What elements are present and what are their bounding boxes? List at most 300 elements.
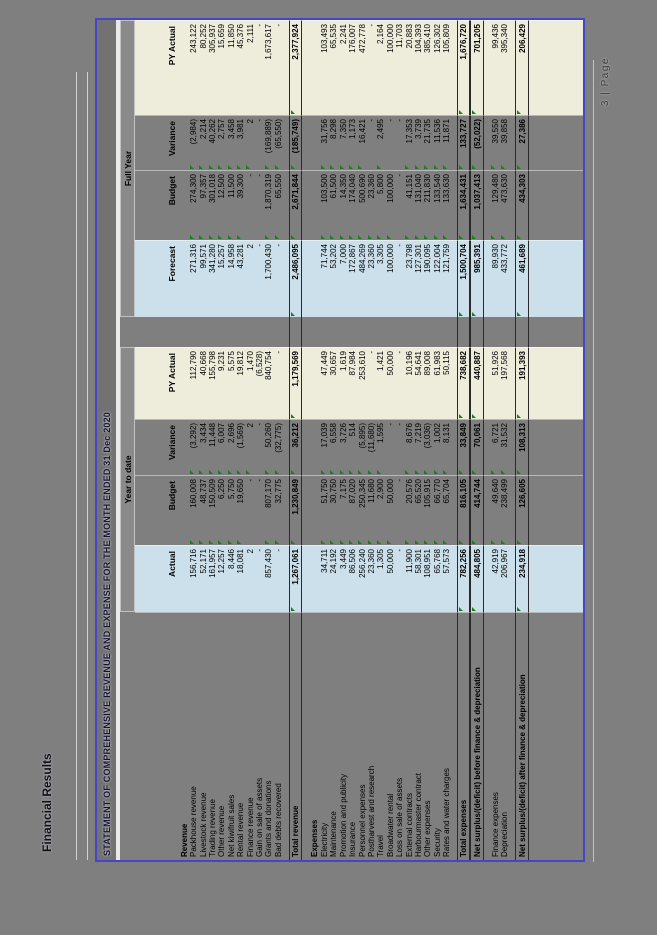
value-cell: - xyxy=(255,240,264,317)
flag-triangle-icon xyxy=(472,312,476,316)
group-separator-cell xyxy=(395,317,404,347)
flag-triangle-icon xyxy=(190,235,194,239)
value-cell: 484,805 xyxy=(470,545,484,612)
value-cell: 243,122 xyxy=(189,20,198,115)
row-label: Maintenance xyxy=(329,612,338,860)
value-cell xyxy=(310,475,320,545)
flag-triangle-icon xyxy=(321,165,325,169)
value-cell: 8,298 xyxy=(329,115,338,170)
row-label: Other expenses xyxy=(423,612,432,860)
flag-triangle-icon xyxy=(228,540,232,544)
value-cell: 71,744 xyxy=(320,240,329,317)
value-cell: 150,509 xyxy=(208,475,217,545)
value-cell: 191,393 xyxy=(515,347,529,419)
group-header-spacer xyxy=(120,612,135,860)
value-cell xyxy=(179,419,189,475)
flag-triangle-icon xyxy=(349,165,353,169)
value-cell: 99,571 xyxy=(198,240,207,317)
flag-triangle-icon xyxy=(340,540,344,544)
value-cell xyxy=(529,545,583,612)
value-cell: 80,252 xyxy=(198,20,207,115)
flag-triangle-icon xyxy=(472,540,476,544)
value-cell xyxy=(302,419,310,475)
flag-triangle-icon xyxy=(358,165,362,169)
value-cell xyxy=(310,347,320,419)
value-cell xyxy=(529,170,583,240)
value-cell: 253,610 xyxy=(357,347,366,419)
value-cell: 103,493 xyxy=(320,20,329,115)
flag-triangle-icon xyxy=(387,235,391,239)
value-cell: 65,535 xyxy=(329,20,338,115)
value-cell xyxy=(529,20,583,115)
flag-triangle-icon xyxy=(405,165,409,169)
table-row xyxy=(457,20,470,860)
value-cell: - xyxy=(395,475,404,545)
value-cell xyxy=(179,240,189,317)
value-cell: - xyxy=(367,115,376,170)
value-cell: - xyxy=(255,115,264,170)
table-row xyxy=(227,20,236,860)
value-cell: 12,500 xyxy=(217,170,226,240)
value-cell: 15,659 xyxy=(217,20,226,115)
flag-triangle-icon xyxy=(424,235,428,239)
value-cell xyxy=(179,20,189,115)
col-header-variance-fy: Variance xyxy=(135,115,179,170)
group-separator-cell xyxy=(310,317,320,347)
statement-table xyxy=(95,18,585,862)
table-row xyxy=(490,20,499,860)
table-row xyxy=(217,20,226,860)
group-separator-cell xyxy=(189,317,198,347)
value-cell: 12,257 xyxy=(217,545,226,612)
value-cell: 8,446 xyxy=(227,545,236,612)
flag-triangle-icon xyxy=(291,110,295,114)
value-cell: 176,007 xyxy=(348,20,357,115)
row-label: Depreciation xyxy=(500,612,509,860)
value-cell: 133,540 xyxy=(433,170,442,240)
value-cell: 17,039 xyxy=(320,419,329,475)
group-separator-cell xyxy=(404,317,413,347)
value-cell: 89,008 xyxy=(423,347,432,419)
flag-triangle-icon xyxy=(491,540,495,544)
value-cell: 50,000 xyxy=(386,475,395,545)
row-label: Total revenue xyxy=(289,612,302,860)
value-cell: 782,256 xyxy=(457,545,470,612)
value-cell: 1,500,704 xyxy=(457,240,470,317)
value-cell: 51,750 xyxy=(320,475,329,545)
flag-triangle-icon xyxy=(190,165,194,169)
flag-triangle-icon xyxy=(209,470,213,474)
value-cell: 1,002 xyxy=(433,419,442,475)
value-cell: 1,700,430 xyxy=(264,240,273,317)
value-cell: - xyxy=(245,170,254,240)
value-cell: 161,957 xyxy=(208,545,217,612)
flag-triangle-icon xyxy=(517,470,521,474)
value-cell: 99,436 xyxy=(490,20,499,115)
value-cell: 2,671,844 xyxy=(289,170,302,240)
value-cell: 701,205 xyxy=(470,20,484,115)
value-cell: 50,260 xyxy=(264,419,273,475)
flag-triangle-icon xyxy=(443,470,447,474)
value-cell xyxy=(302,347,310,419)
value-cell: (185,749) xyxy=(289,115,302,170)
pre-table-strip xyxy=(76,72,88,860)
value-cell: 47,449 xyxy=(320,347,329,419)
value-cell: 1,673,617 xyxy=(264,20,273,115)
flag-triangle-icon xyxy=(340,470,344,474)
row-label: Other revenue xyxy=(217,612,226,860)
row-label: Rental revenue xyxy=(236,612,245,860)
flag-triangle-icon xyxy=(459,235,463,239)
value-cell xyxy=(179,347,189,419)
value-cell xyxy=(529,347,583,419)
table-row xyxy=(255,20,264,860)
value-cell: 341,280 xyxy=(208,240,217,317)
flag-triangle-icon xyxy=(517,540,521,544)
value-cell: 211,830 xyxy=(423,170,432,240)
value-cell: 61,500 xyxy=(329,170,338,240)
value-cell: 1,173 xyxy=(348,115,357,170)
table-row xyxy=(404,20,413,860)
value-cell: 2,495 xyxy=(376,115,385,170)
flag-triangle-icon xyxy=(377,540,381,544)
group-separator-cell xyxy=(376,317,385,347)
flag-triangle-icon xyxy=(472,110,476,114)
value-cell: (65,550) xyxy=(274,115,283,170)
flag-triangle-icon xyxy=(472,165,476,169)
table-row xyxy=(395,20,404,860)
col-header-budget-fy: Budget xyxy=(135,170,179,240)
flag-triangle-icon xyxy=(472,235,476,239)
flag-triangle-icon xyxy=(330,470,334,474)
value-cell: 104,393 xyxy=(414,20,423,115)
value-cell: - xyxy=(395,240,404,317)
col-header-py-actual-fy: PY Actual xyxy=(135,20,179,115)
value-cell: (2,984) xyxy=(189,115,198,170)
value-cell: 197,568 xyxy=(500,347,509,419)
value-cell: 2,696 xyxy=(227,419,236,475)
col-header-variance: Variance xyxy=(135,419,179,475)
row-label: Loss on sale of assets xyxy=(395,612,404,860)
value-cell: 9,231 xyxy=(217,347,226,419)
flag-triangle-icon xyxy=(491,165,495,169)
value-cell: 51,926 xyxy=(490,347,499,419)
flag-triangle-icon xyxy=(405,540,409,544)
flag-triangle-icon xyxy=(321,470,325,474)
flag-triangle-icon xyxy=(443,235,447,239)
flag-triangle-icon xyxy=(424,540,428,544)
group-separator-cell xyxy=(329,317,338,347)
value-cell: 2 xyxy=(245,419,254,475)
flag-triangle-icon xyxy=(434,540,438,544)
row-label: Finance revenue xyxy=(245,612,254,860)
flag-triangle-icon xyxy=(459,414,463,418)
table-row xyxy=(357,20,366,860)
flag-triangle-icon xyxy=(358,470,362,474)
value-cell: (52,022) xyxy=(470,115,484,170)
value-cell xyxy=(310,115,320,170)
value-cell xyxy=(529,240,583,317)
table-row xyxy=(470,20,484,860)
value-cell: 45,376 xyxy=(236,20,245,115)
value-cell: 122,004 xyxy=(433,240,442,317)
value-cell: 11,871 xyxy=(442,115,451,170)
flag-triangle-icon xyxy=(434,235,438,239)
row-label: Personnel expenses xyxy=(357,612,366,860)
value-cell xyxy=(179,475,189,545)
table-row xyxy=(208,20,217,860)
value-cell: 86,506 xyxy=(348,545,357,612)
value-cell: 5,750 xyxy=(227,475,236,545)
group-separator-cell xyxy=(135,317,179,347)
value-cell xyxy=(179,115,189,170)
col-header-actual: Actual xyxy=(135,545,179,612)
page-title: Financial Results xyxy=(40,753,54,852)
row-label: Security xyxy=(433,612,442,860)
flag-triangle-icon xyxy=(459,540,463,544)
flag-triangle-icon xyxy=(209,540,213,544)
flag-triangle-icon xyxy=(459,110,463,114)
column-header-row xyxy=(135,20,179,860)
value-cell: 19,812 xyxy=(236,347,245,419)
table-row xyxy=(236,20,245,860)
row-label: Finance expenses xyxy=(490,612,499,860)
value-cell xyxy=(302,240,310,317)
flag-triangle-icon xyxy=(459,607,463,611)
value-cell: 108,951 xyxy=(423,545,432,612)
group-separator-cell xyxy=(274,317,283,347)
row-label: Total expenses xyxy=(457,612,470,860)
value-cell xyxy=(310,240,320,317)
row-label: Expenses xyxy=(310,612,320,860)
value-cell xyxy=(179,170,189,240)
flag-triangle-icon xyxy=(517,607,521,611)
value-cell: 131,040 xyxy=(414,170,423,240)
value-cell: 41,151 xyxy=(404,170,413,240)
flag-triangle-icon xyxy=(443,165,447,169)
flag-triangle-icon xyxy=(330,165,334,169)
value-cell: 440,887 xyxy=(470,347,484,419)
group-separator-cell xyxy=(457,317,470,347)
row-label: Electricity xyxy=(320,612,329,860)
value-cell: 3,458 xyxy=(227,115,236,170)
value-cell: 40,668 xyxy=(198,347,207,419)
flag-triangle-icon xyxy=(459,165,463,169)
flag-triangle-icon xyxy=(265,470,269,474)
value-cell: 206,429 xyxy=(515,20,529,115)
flag-triangle-icon xyxy=(228,470,232,474)
value-cell: 50,000 xyxy=(386,347,395,419)
value-cell xyxy=(302,545,310,612)
flag-triangle-icon xyxy=(377,470,381,474)
value-cell: 7,350 xyxy=(339,115,348,170)
value-cell: 2 xyxy=(245,545,254,612)
value-cell xyxy=(310,419,320,475)
flag-triangle-icon xyxy=(368,470,372,474)
flag-triangle-icon xyxy=(291,540,295,544)
value-cell: 11,680 xyxy=(367,475,376,545)
flag-triangle-icon xyxy=(517,414,521,418)
flag-triangle-icon xyxy=(501,540,505,544)
row-label-header xyxy=(135,612,179,860)
value-cell: 234,918 xyxy=(515,545,529,612)
value-cell: 6,007 xyxy=(217,419,226,475)
value-cell: 43,281 xyxy=(236,240,245,317)
row-label: Harbourmaster contract xyxy=(414,612,423,860)
col-header-forecast: Forecast xyxy=(135,240,179,317)
value-cell xyxy=(529,475,583,545)
value-cell: 1,634,431 xyxy=(457,170,470,240)
value-cell: 5,575 xyxy=(227,347,236,419)
value-cell: 395,340 xyxy=(500,20,509,115)
flag-triangle-icon xyxy=(340,235,344,239)
value-cell: 738,682 xyxy=(457,347,470,419)
flag-triangle-icon xyxy=(237,165,241,169)
flag-triangle-icon xyxy=(434,165,438,169)
value-cell: 24,192 xyxy=(329,545,338,612)
flag-triangle-icon xyxy=(377,165,381,169)
table-row xyxy=(189,20,198,860)
flag-triangle-icon xyxy=(472,470,476,474)
flag-triangle-icon xyxy=(434,470,438,474)
flag-triangle-icon xyxy=(218,235,222,239)
table-row xyxy=(179,20,189,860)
value-cell: 50,000 xyxy=(386,545,395,612)
table-rows xyxy=(179,20,583,860)
row-label: Grants and donations xyxy=(264,612,273,860)
group-separator-cell xyxy=(348,317,357,347)
value-cell: 121,759 xyxy=(442,240,451,317)
table-row xyxy=(433,20,442,860)
value-cell xyxy=(302,170,310,240)
value-cell: - xyxy=(386,115,395,170)
value-cell: 500,690 xyxy=(357,170,366,240)
flag-triangle-icon xyxy=(472,607,476,611)
value-cell: 61,983 xyxy=(433,347,442,419)
row-label: Rates and water charges xyxy=(442,612,451,860)
value-cell: 1,470 xyxy=(245,347,254,419)
value-cell: 6,558 xyxy=(329,419,338,475)
flag-triangle-icon xyxy=(415,165,419,169)
flag-triangle-icon xyxy=(501,165,505,169)
value-cell: - xyxy=(274,347,283,419)
value-cell: 133,727 xyxy=(457,115,470,170)
value-cell: 301,018 xyxy=(208,170,217,240)
group-separator-cell xyxy=(357,317,366,347)
flag-triangle-icon xyxy=(405,470,409,474)
value-cell: 14,958 xyxy=(227,240,236,317)
table-row xyxy=(386,20,395,860)
value-cell: 1,230,849 xyxy=(289,475,302,545)
value-cell: 155,798 xyxy=(208,347,217,419)
value-cell: (3,036) xyxy=(423,419,432,475)
group-separator-cell xyxy=(245,317,254,347)
flag-triangle-icon xyxy=(228,165,232,169)
group-separator-cell xyxy=(490,317,499,347)
flag-triangle-icon xyxy=(218,165,222,169)
group-separator-cell xyxy=(179,317,189,347)
flag-triangle-icon xyxy=(291,235,295,239)
value-cell: 271,316 xyxy=(189,240,198,317)
table-row xyxy=(289,20,302,860)
value-cell: 8,131 xyxy=(442,419,451,475)
flag-triangle-icon xyxy=(349,235,353,239)
value-cell: 156,716 xyxy=(189,545,198,612)
value-cell: - xyxy=(255,20,264,115)
value-cell: 31,756 xyxy=(320,115,329,170)
value-cell: 2,757 xyxy=(217,115,226,170)
flag-triangle-icon xyxy=(321,235,325,239)
flag-triangle-icon xyxy=(190,470,194,474)
flag-triangle-icon xyxy=(275,540,279,544)
value-cell: 433,772 xyxy=(500,240,509,317)
value-cell: 19,650 xyxy=(236,475,245,545)
value-cell: 256,240 xyxy=(357,545,366,612)
value-cell: 434,303 xyxy=(515,170,529,240)
value-cell: 6,250 xyxy=(217,475,226,545)
group-separator-cell xyxy=(227,317,236,347)
value-cell: 31,532 xyxy=(500,419,509,475)
flag-triangle-icon xyxy=(340,165,344,169)
value-cell: - xyxy=(255,170,264,240)
flag-triangle-icon xyxy=(199,470,203,474)
flag-triangle-icon xyxy=(415,540,419,544)
table-row xyxy=(500,20,509,860)
value-cell: 3,739 xyxy=(414,115,423,170)
value-cell: - xyxy=(386,419,395,475)
group-separator-cell xyxy=(470,317,484,347)
value-cell: 36,212 xyxy=(289,419,302,475)
row-label: Net surplus/(deficit) after finance & depreciation xyxy=(515,612,529,860)
row-label: Broadwater rental xyxy=(386,612,395,860)
value-cell: 3,305 xyxy=(376,240,385,317)
value-cell: 7,000 xyxy=(339,240,348,317)
value-cell: 20,576 xyxy=(404,475,413,545)
value-cell: 807,170 xyxy=(264,475,273,545)
value-cell: 160,008 xyxy=(189,475,198,545)
value-cell: 238,499 xyxy=(500,475,509,545)
value-cell: 30,750 xyxy=(329,475,338,545)
value-cell: 105,809 xyxy=(442,20,451,115)
group-header-separator xyxy=(120,317,135,347)
flag-triangle-icon xyxy=(265,540,269,544)
value-cell xyxy=(310,20,320,115)
footer-page-label: 3 | Page xyxy=(600,57,611,107)
value-cell: 2,486,095 xyxy=(289,240,302,317)
value-cell: 52,171 xyxy=(198,545,207,612)
flag-triangle-icon xyxy=(491,470,495,474)
value-cell: 2 xyxy=(245,240,254,317)
row-label: Gain on sale of assets xyxy=(255,612,264,860)
value-cell: 3,449 xyxy=(339,545,348,612)
flag-triangle-icon xyxy=(237,470,241,474)
table-row xyxy=(339,20,348,860)
flag-triangle-icon xyxy=(491,235,495,239)
value-cell: 100,000 xyxy=(386,170,395,240)
value-cell: 20,883 xyxy=(404,20,413,115)
value-cell xyxy=(310,545,320,612)
value-cell: 87,984 xyxy=(348,347,357,419)
flag-triangle-icon xyxy=(517,235,521,239)
value-cell xyxy=(179,545,189,612)
table-row xyxy=(329,20,338,860)
value-cell: 6,721 xyxy=(490,419,499,475)
table-row xyxy=(529,20,583,860)
group-separator-cell xyxy=(289,317,302,347)
flag-triangle-icon xyxy=(387,540,391,544)
value-cell: 461,689 xyxy=(515,240,529,317)
table-row xyxy=(302,20,310,860)
